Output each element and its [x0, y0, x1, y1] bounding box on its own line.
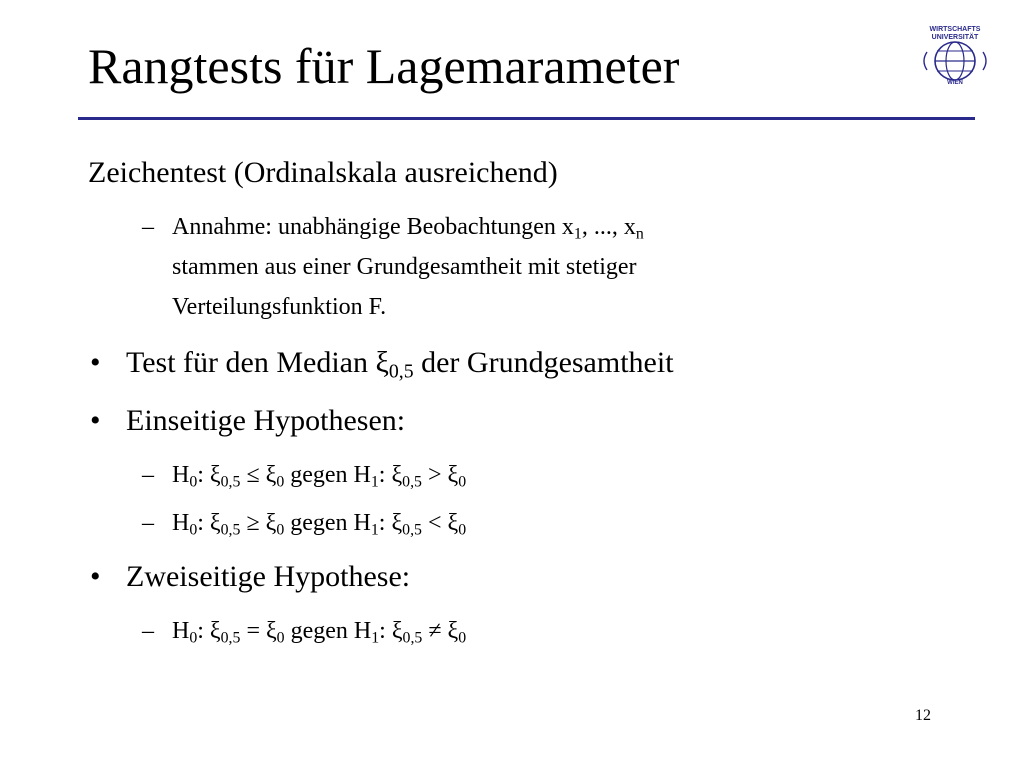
- assumption-line-3: Verteilungsfunktion F.: [172, 294, 387, 320]
- title-underline: [78, 117, 975, 120]
- hypothesis-one-sided-2: $H_0$: $\xi_{0,5} \ge \xi_0$ gegen $H_1$: $\xi_{0,5} < \xi_0$: [172, 510, 467, 539]
- page-number: 12: [915, 707, 931, 724]
- slide-title: Rangtests für Lagemarameter: [88, 38, 680, 94]
- assumption-line-2: stammen aus einer Grundgesamtheit mit stetiger: [172, 254, 637, 280]
- dash-marker: –: [142, 510, 154, 536]
- bullet-marker: •: [90, 346, 101, 379]
- bullet-marker: •: [90, 404, 101, 437]
- svg-text:WIEN: WIEN: [947, 80, 963, 86]
- assumption-line-1: Annahme: unabhängige Beobachtungen $x_1$, ..., $x_n$: [172, 214, 644, 243]
- intro-text: Zeichentest (Ordinalskala ausreichend): [88, 156, 558, 189]
- dash-marker: –: [142, 462, 154, 488]
- dash-marker: –: [142, 214, 154, 240]
- svg-text:WIRTSCHAFTS: WIRTSCHAFTS: [929, 26, 981, 33]
- svg-text:UNIVERSITÄT: UNIVERSITÄT: [931, 34, 979, 41]
- bullet-marker: •: [90, 560, 101, 593]
- bullet-one-sided: Einseitige Hypothesen:: [126, 404, 406, 437]
- hypothesis-one-sided-1: $H_0$: $\xi_{0,5} \le \xi_0$ gegen $H_1$: $\xi_{0,5} > \xi_0$: [172, 462, 467, 491]
- dash-marker: –: [142, 618, 154, 644]
- university-logo: [918, 22, 992, 86]
- hypothesis-two-sided: $H_0$: $\xi_{0,5} = \xi_0$ gegen $H_1$: $\xi_{0,5} \ne \xi_0$: [172, 618, 467, 647]
- bullet-two-sided: Zweiseitige Hypothese:: [126, 560, 411, 593]
- bullet-median-test: Test für den Median $\xi_{0,5}$ der Grundgesamtheit: [126, 346, 674, 383]
